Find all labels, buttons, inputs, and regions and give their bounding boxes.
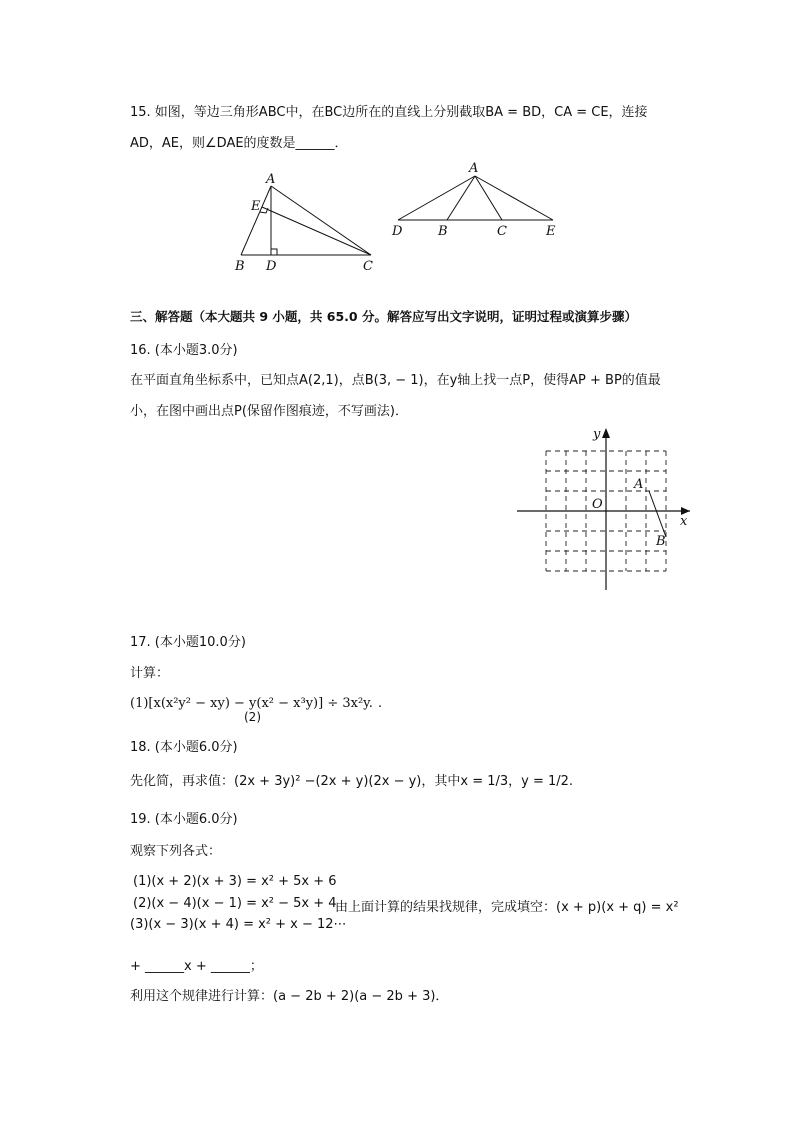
- fig1-label-B: B: [235, 259, 245, 274]
- q18-header: 18. (本小题6.0分): [130, 740, 238, 755]
- grid-label-x: x: [680, 514, 688, 529]
- q16-line2: 小，在图中画出点P(保留作图痕迹，不写画法)．: [130, 404, 408, 419]
- q19-calc: 利用这个规律进行计算：(a − 2b + 2)(a − 2b + 3)．: [130, 989, 449, 1004]
- q19-eq1: (1)(x + 2)(x + 3) = x² + 5x + 6: [133, 874, 337, 889]
- q17-expression: (1)[x(x²y² − xy) − y(x² − x³y)] ÷ 3x²y.: [130, 696, 373, 711]
- q15-line2: AD，AE，则∠DAE的度数是______．: [130, 136, 348, 151]
- point-label-B: B: [656, 534, 666, 549]
- fig2-label-B: B: [438, 224, 448, 239]
- q17-sub-label: (2): [244, 710, 261, 724]
- q19-intro: 观察下列各式：: [130, 844, 222, 859]
- grid-label-y: y: [593, 427, 601, 442]
- fig1-label-C: C: [363, 259, 373, 274]
- q17-intro: 计算：: [130, 666, 170, 681]
- fig2-label-C: C: [497, 224, 507, 239]
- q19-eq3: (3)(x − 3)(x + 4) = x² + x − 12⋯: [130, 917, 347, 932]
- q17-header: 17. (本小题10.0分): [130, 635, 246, 650]
- q15-line1: 15. 如图，等边三角形ABC中，在BC边所在的直线上分别截取BA = BD，CA = CE，连接: [130, 105, 648, 120]
- grid-label-O: O: [592, 497, 603, 512]
- fig2-label-A: A: [469, 161, 479, 176]
- fig1-label-D: D: [266, 259, 277, 274]
- q19-eq2: (2)(x − 4)(x − 1) = x² − 5x + 4: [133, 896, 337, 911]
- point-label-A: A: [634, 477, 644, 492]
- fig1-label-A: A: [266, 172, 276, 187]
- fig1-label-E: E: [251, 199, 261, 214]
- fig2-label-D: D: [392, 224, 403, 239]
- q19-blank-line: + ______x + ______；: [130, 959, 263, 974]
- q18-text: 先化简，再求值：(2x + 3y)² −(2x + y)(2x − y)，其中x = 1/3，y = 1/2.: [130, 774, 574, 789]
- q19-rule: 由上面计算的结果找规律，完成填空：(x + p)(x + q) = x²: [335, 900, 679, 915]
- q17-dot: .: [378, 696, 383, 711]
- segment-AB: [649, 491, 666, 537]
- section-3-heading: 三、解答题（本大题共 9 小题，共 65.0 分。解答应写出文字说明，证明过程或演算步骤）: [130, 309, 637, 324]
- y-axis-arrow: [602, 428, 610, 438]
- q19-header: 19. (本小题6.0分): [130, 812, 238, 827]
- fig2-label-E: E: [546, 224, 556, 239]
- q16-line1: 在平面直角坐标系中，已知点A(2,1)，点B(3, − 1)，在y轴上找一点P，使得AP + BP的值最: [130, 373, 661, 388]
- q16-header: 16. (本小题3.0分): [130, 343, 238, 358]
